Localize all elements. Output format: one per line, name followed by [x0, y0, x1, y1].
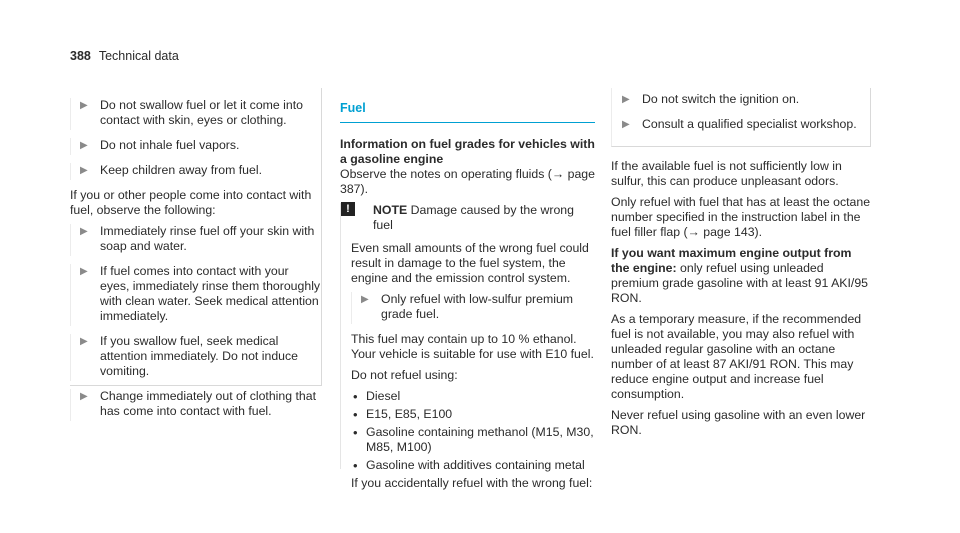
list-item: • Diesel [353, 389, 401, 404]
step-item: ▶ Do not inhale fuel vapors. [70, 138, 321, 153]
warning-icon: ! [341, 202, 355, 216]
step-item: ▶ Change immediately out of clothing that has come into contact with fuel. [70, 389, 321, 419]
arrow-right-icon: ▶ [80, 165, 88, 176]
note-title: Damage caused by the wrong fuel [373, 203, 574, 232]
step-item: ▶ Consult a qualified specialist workshop. [622, 117, 857, 131]
step-item: ▶ Do not swallow fuel or let it come into contact with skin, eyes or clothing. [70, 98, 321, 128]
paragraph: As a temporary measure, if the recommended fuel is not available, you may also refuel with unleaded regular gasoline with an octane number of at least 87 AKI/91 RON. This may reduce engine output and increase fuel consumption. [611, 312, 862, 401]
contact-paragraph: If you or other people come into contact with fuel, observe the following: [70, 188, 312, 217]
list-item: • Gasoline containing methanol (M15, M30, M85, M100) [353, 425, 594, 454]
paragraph: If you want maximum engine output from the engine: only refuel using unleaded premium grade gasoline with at least 91 AKI/95 RON. [611, 246, 869, 305]
arrow-right-icon: ▶ [80, 336, 88, 347]
column-2 [340, 88, 595, 490]
paragraph: Never refuel using gasoline with an even lower RON. [611, 408, 866, 437]
step-item: ▶ Do not switch the ignition on. [622, 92, 800, 106]
page-number: 388 [70, 49, 91, 63]
intro-text: Observe the notes on operating fluids (→ page 387). [340, 167, 595, 196]
arrow-right-icon: ▶ [80, 266, 88, 277]
step-item: ▶ If you swallow fuel, seek medical attention immediately. Do not induce vomiting. [70, 334, 321, 379]
step-item: ▶ Keep children away from fuel. [70, 163, 321, 178]
note-text: Do not refuel using: [351, 368, 458, 382]
sub-heading: Information on fuel grades for vehicles with a gasoline engine [340, 137, 595, 166]
list-item: • E15, E85, E100 [353, 407, 453, 422]
steps-box [611, 88, 871, 147]
note-label: NOTE [373, 203, 408, 217]
section-divider [340, 122, 595, 123]
section-title: Fuel [340, 101, 366, 115]
arrow-right-icon: ▶ [80, 140, 88, 151]
arrow-right-icon: ▶ [80, 226, 88, 237]
paragraph: Only refuel with fuel that has at least the octane number specified in the instruction label in the fuel filler flap (→ page 143). [611, 195, 871, 239]
note-text: Even small amounts of the wrong fuel could result in damage to the fuel system, the engine and the emission control system. [351, 241, 589, 285]
column-1 [70, 88, 322, 418]
column-3 [611, 88, 871, 444]
note-text: If you accidentally refuel with the wrong fuel: [351, 476, 593, 490]
paragraph: If the available fuel is not sufficiently low in sulfur, this can produce unpleasant odors. [611, 159, 842, 188]
arrow-right-icon: ▶ [80, 100, 88, 111]
list-item: • Gasoline with additives containing metal [353, 458, 585, 473]
arrow-right-icon: ▶ [80, 391, 88, 402]
step-item: ▶ Immediately rinse fuel off your skin with soap and water. [70, 224, 321, 254]
note-box [340, 203, 595, 490]
note-text: This fuel may contain up to 10 % ethanol. Your vehicle is suitable for use with E10 fuel. [351, 332, 594, 361]
step-item: ▶ Only refuel with low-sulfur premium grade fuel. [351, 292, 595, 322]
page-title: Technical data [98, 49, 179, 63]
arrow-right-icon: ▶ [622, 119, 630, 130]
arrow-right-icon: ▶ [622, 94, 630, 105]
safety-steps-box [70, 88, 322, 418]
step-item: ▶ If fuel comes into contact with your eyes, immediately rinse them thoroughly with clean water. Seek medical attention immediately. [70, 264, 321, 324]
arrow-right-icon: ▶ [361, 294, 369, 305]
note-heading [346, 203, 595, 233]
page-header [70, 49, 179, 64]
